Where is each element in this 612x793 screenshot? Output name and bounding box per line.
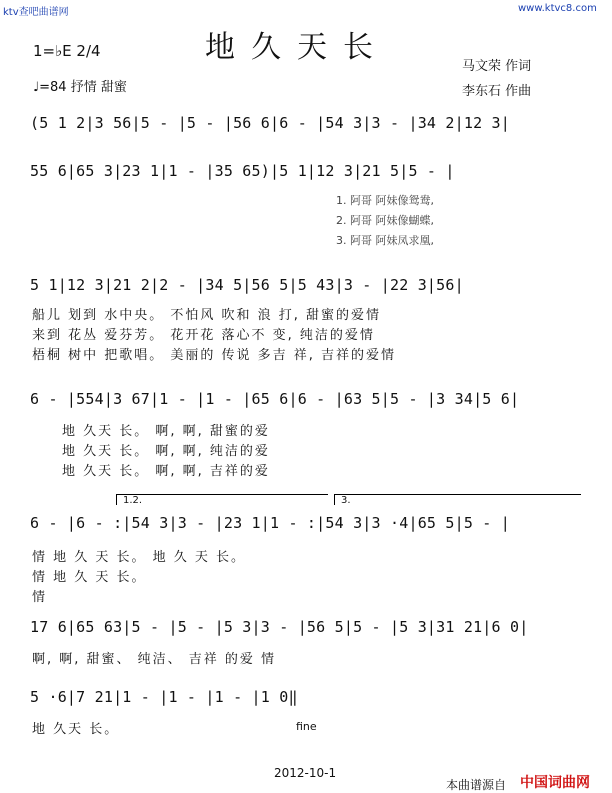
- staff-row-3: [30, 276, 575, 296]
- lyric-line: 地 久天 长。: [32, 722, 120, 737]
- tempo-mark: ♩=84 抒情 甜蜜: [33, 80, 127, 95]
- staff-row-2: [30, 162, 575, 182]
- lyric-line: 梧桐 树中 把歌唱。 美丽的 传说 多吉 祥, 吉祥的爱情: [32, 348, 397, 363]
- song-title: 地久天长: [205, 30, 389, 65]
- lyric-line: 地 久天 长。 啊, 啊, 纯洁的爱: [62, 444, 270, 459]
- staff-row-5: [30, 514, 575, 534]
- volta-1-2: 1.2.: [116, 494, 328, 505]
- verse-2-intro: 2. 阿哥 阿妹像蝴蝶,: [336, 214, 434, 227]
- watermark-left: ktv查吧曲谱网: [3, 7, 69, 18]
- lyric-line: 情 地 久 天 长。: [32, 570, 147, 585]
- staff-row-1: [30, 114, 575, 134]
- notation-line: 6 - |554|3 67|1 - |1 - |65 6|6 - |63 5|5 - |3 34|5 6|: [30, 390, 520, 408]
- notation-line: (5 1 2|3 56|5 - |5 - |56 6|6 - |54 3|3 - |34 2|12 3|: [30, 114, 510, 132]
- watermark-right: www.ktvc8.com: [518, 3, 597, 14]
- volta-3: 3.: [334, 494, 581, 505]
- lyric-line: 地 久天 长。 啊, 啊, 甜蜜的爱: [62, 424, 270, 439]
- notation-line: 17 6|65 63|5 - |5 - |5 3|3 - |56 5|5 - |5 3|31 21|6 0|: [30, 618, 529, 636]
- notation-line: 55 6|65 3|23 1|1 - |35 65)|5 1|12 3|21 5|5 - |: [30, 162, 455, 180]
- composer-credit: 李东石 作曲: [462, 84, 532, 99]
- staff-row-6: [30, 618, 575, 638]
- verse-1-intro: 1. 阿哥 阿妹像鸳鸯,: [336, 194, 434, 207]
- staff-row-7: [30, 688, 575, 708]
- lyric-line: 情: [32, 590, 48, 605]
- source-label: 本曲谱源自: [446, 778, 507, 792]
- brand-logo: 中国词曲网: [520, 775, 590, 791]
- staff-row-4: [30, 390, 575, 410]
- notation-line: 6 - |6 - :|54 3|3 - |23 1|1 - :|54 3|3 ·4|65 5|5 - |: [30, 514, 510, 532]
- lyric-line: 船儿 划到 水中央。 不怕风 吹和 浪 打, 甜蜜的爱情: [32, 308, 382, 323]
- lyric-line: 来到 花丛 爱芬芳。 花开花 落心不 变, 纯洁的爱情: [32, 328, 375, 343]
- notation-line: 5 1|12 3|21 2|2 - |34 5|56 5|5 43|3 - |22 3|56|: [30, 276, 464, 294]
- lyric-line: 地 久天 长。 啊, 啊, 吉祥的爱: [62, 464, 270, 479]
- notation-line: 5 ·6|7 21|1 - |1 - |1 - |1 0‖: [30, 688, 298, 706]
- lyric-line: 啊, 啊, 甜蜜、 纯洁、 吉祥 的爱 情: [32, 652, 277, 667]
- date-stamp: 2012-10-1: [274, 766, 337, 780]
- lyricist-credit: 马文荣 作词: [462, 59, 532, 74]
- fine-mark: fine: [296, 720, 317, 733]
- lyric-line: 情 地 久 天 长。 地 久 天 长。: [32, 550, 247, 565]
- key-signature: 1=♭E 2/4: [33, 42, 101, 60]
- verse-3-intro: 3. 阿哥 阿妹凤求凰,: [336, 234, 434, 247]
